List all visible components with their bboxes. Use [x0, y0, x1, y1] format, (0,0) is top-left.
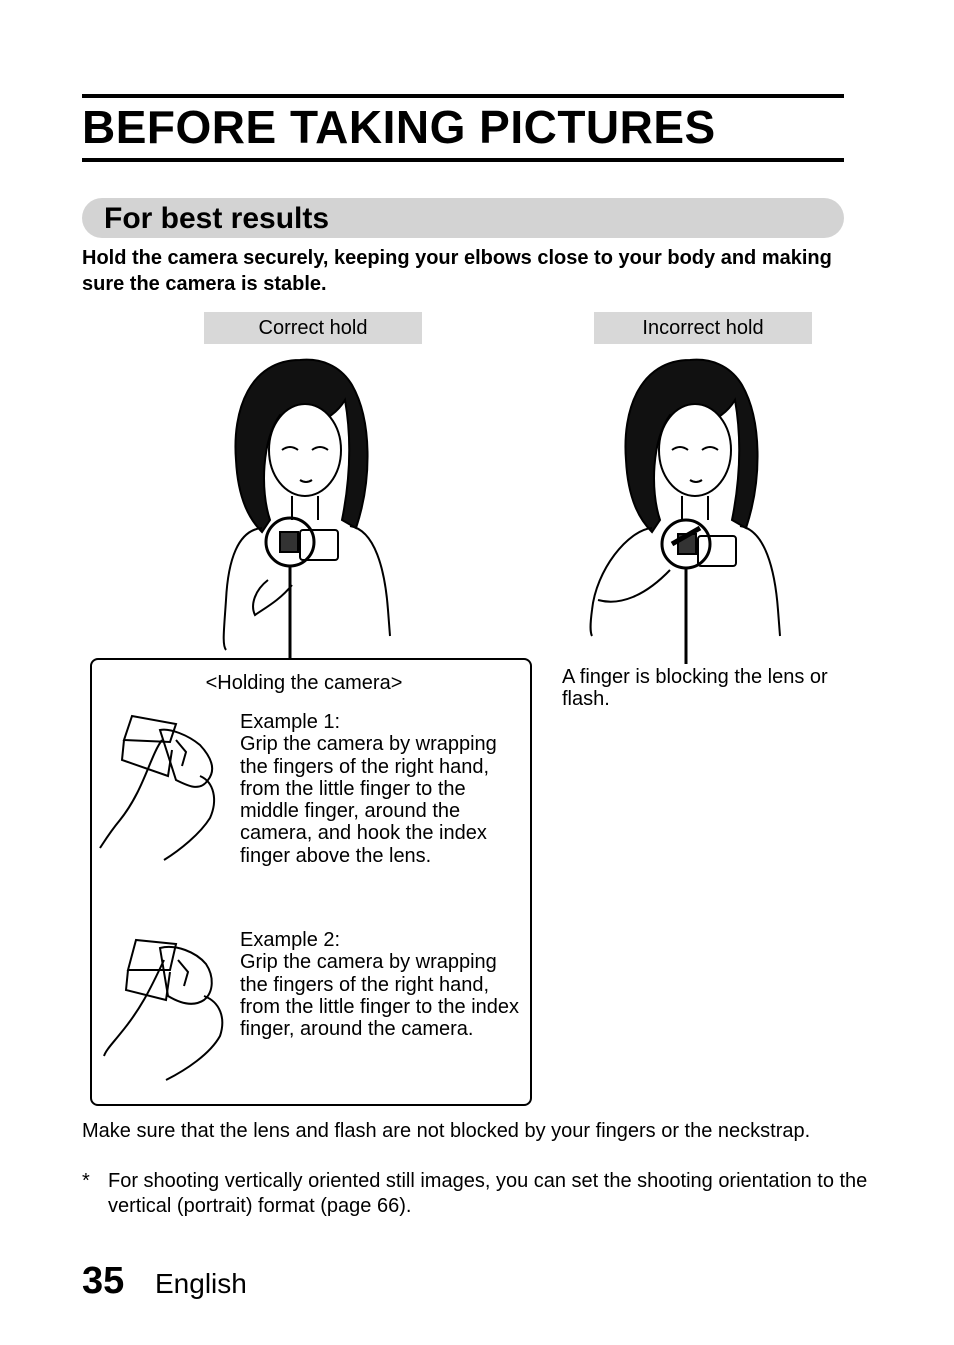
lens-flash-note: Make sure that the lens and flash are not blocked by your fingers or the neckstrap. [82, 1120, 811, 1142]
footnote-mark: * [82, 1170, 90, 1192]
page-number: 35 [82, 1260, 125, 1302]
correct-hold-illustration [224, 360, 390, 660]
incorrect-hold-illustration [591, 360, 781, 664]
correct-hold-label: Correct hold [204, 312, 422, 344]
incorrect-hold-label: Incorrect hold [594, 312, 812, 344]
page-language: English [155, 1268, 247, 1299]
intro-text: Hold the camera securely, keeping your elbows close to your body and making sure the camera is stable. [82, 247, 832, 295]
holding-camera-title: <Holding the camera> [205, 672, 403, 694]
section-title: For best results [104, 202, 330, 235]
page-title: BEFORE TAKING PICTURES [82, 101, 716, 153]
example1-text: Example 1: Grip the camera by wrapping the fingers of the right hand, from the little finger to the middle finger, around the camera, and hook the index finger above the lens. [240, 711, 497, 867]
example2-text: Example 2: Grip the camera by wrapping the fingers of the right hand, from the little finger to the index finger, around the camera. [240, 929, 520, 1041]
incorrect-hold-caption: A finger is blocking the lens or flash. [562, 666, 828, 710]
vertical-orientation-note: For shooting vertically oriented still images, you can set the shooting orientation to the vertical (portrait) format (page 66). [108, 1170, 868, 1217]
